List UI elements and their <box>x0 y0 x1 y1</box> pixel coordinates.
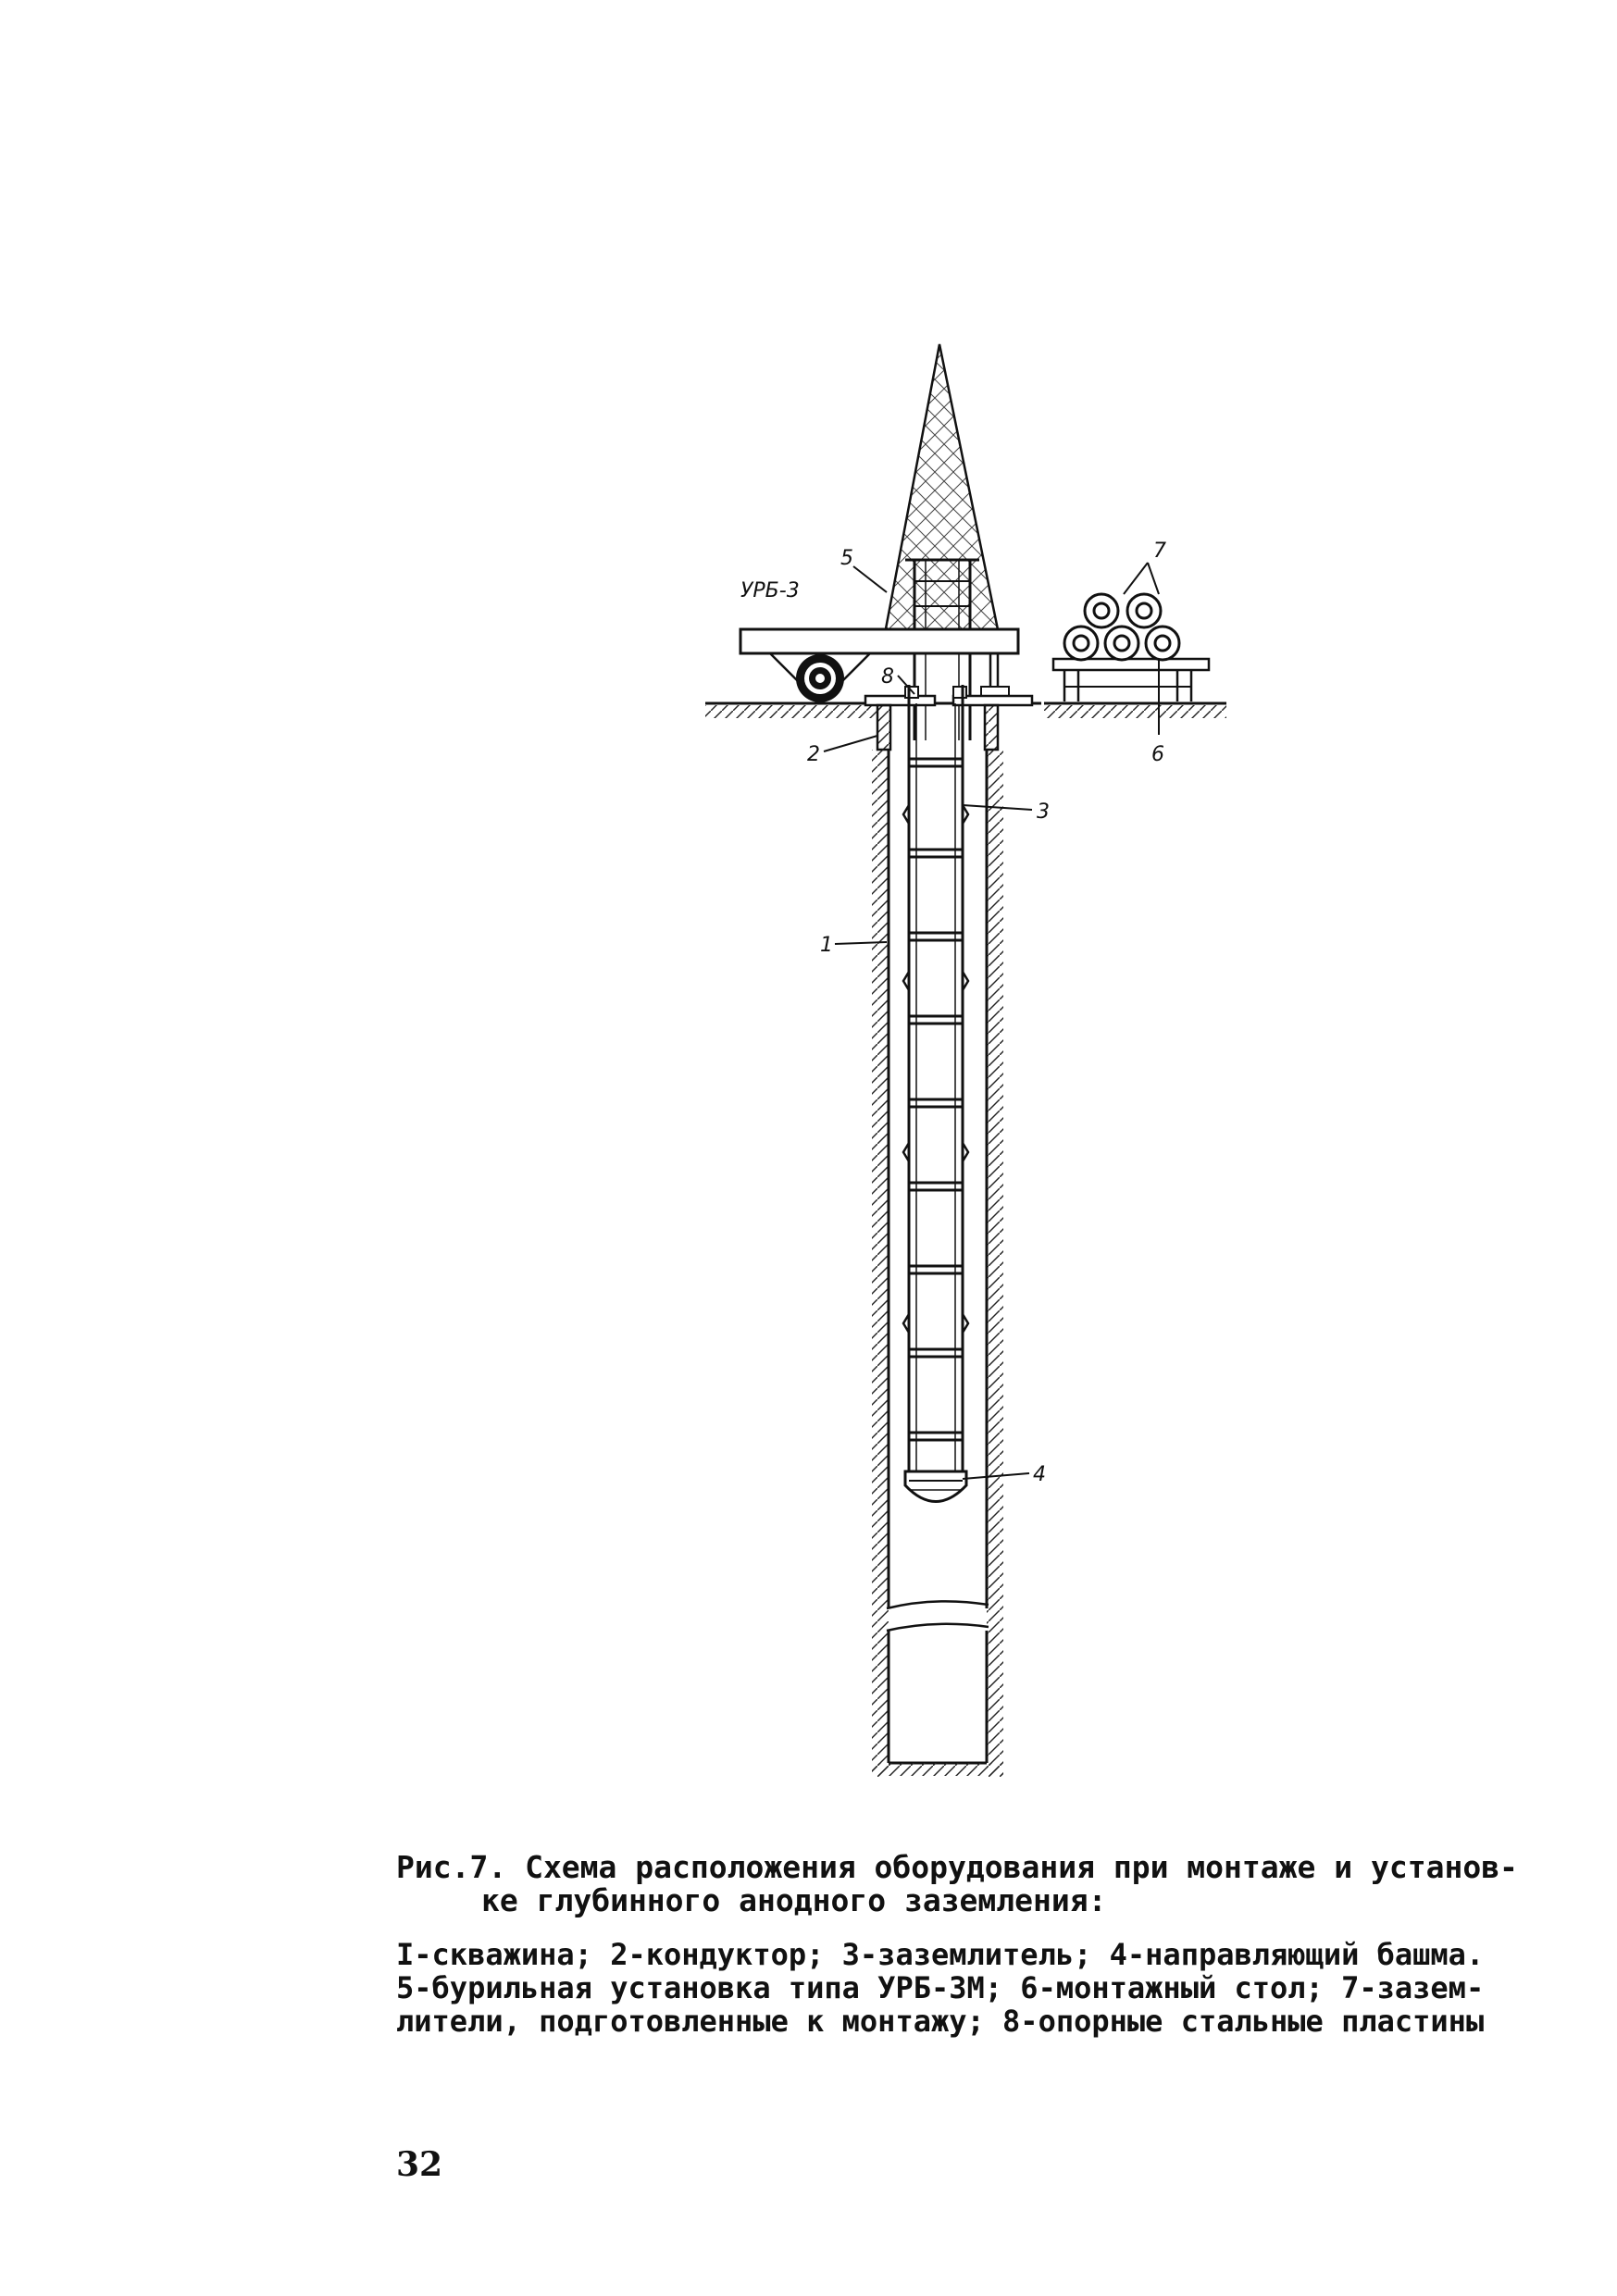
label-5: 5 <box>840 547 853 570</box>
label-rig-model: УРБ-3 <box>740 579 800 602</box>
borehole <box>872 750 1003 1777</box>
label-6: 6 <box>1151 743 1164 766</box>
rig-wheel <box>796 654 844 702</box>
anode-grounding-string <box>903 685 968 1471</box>
label-7: 7 <box>1153 540 1166 563</box>
label-8: 8 <box>881 665 894 689</box>
page-number: 32 <box>396 2145 443 2184</box>
caption-title-line-2: ке глубинного анодного заземления: <box>481 1882 1107 1918</box>
prepared-grounding-electrodes <box>1064 594 1179 660</box>
figure-caption <box>396 1851 1553 2038</box>
caption-legend-line-2: 5-бурильная установка типа УРБ-3М; 6-монтажный стол; 7-зазем- <box>396 1970 1485 2005</box>
mounting-table <box>1053 659 1209 701</box>
caption-legend-line-3: лители, подготовленные к монтажу; 8-опорные стальные пластины <box>396 2004 1485 2039</box>
caption-title-line-1: Рис.7. Схема расположения оборудования при монтаже и установ- <box>396 1849 1518 1885</box>
drilling-rig-platform <box>740 629 1018 698</box>
label-1: 1 <box>820 934 833 957</box>
drilling-mast <box>884 344 1000 740</box>
guide-shoe <box>905 1471 966 1502</box>
conductor-casing <box>877 705 998 750</box>
label-4: 4 <box>1033 1463 1046 1486</box>
caption-legend <box>396 1938 1553 2038</box>
caption-legend-line-1: I-скважина; 2-кондуктор; 3-заземлитель; 4-направляющий башма. <box>396 1937 1485 1972</box>
label-3: 3 <box>1037 800 1050 824</box>
label-2: 2 <box>807 743 820 766</box>
